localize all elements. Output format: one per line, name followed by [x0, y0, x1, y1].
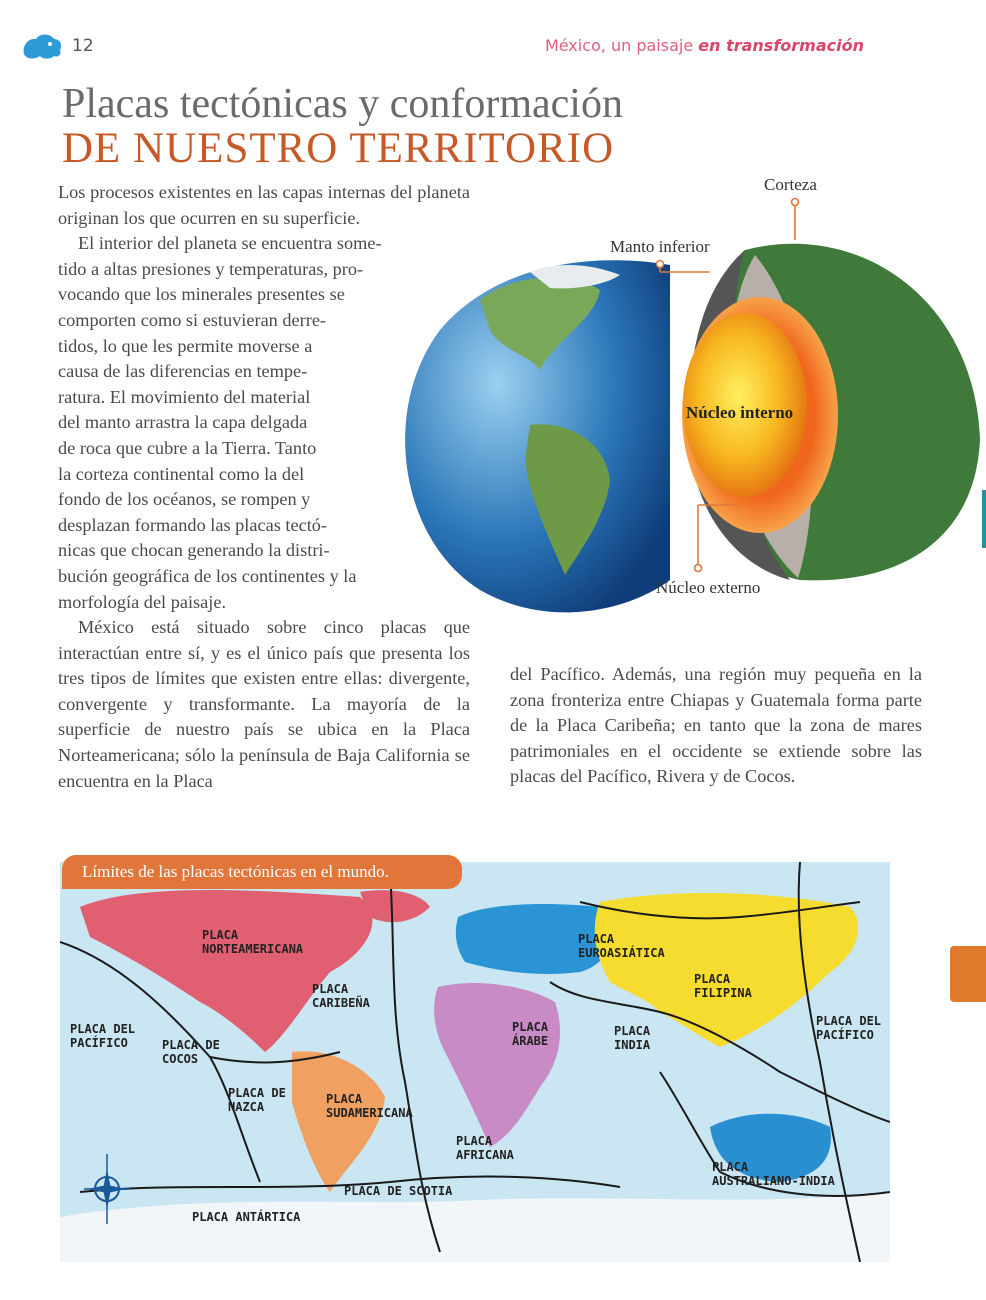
label-manto-inferior: Manto inferior [610, 237, 710, 256]
paragraph-4: del Pacífico. Además, una región muy pequeña en la zona fronteriza entre Chiapas y Guatemala forma parte de la Placa Caribeña; en tanto que la zona de mares patrimoniales en el occidente se extiende sobre las placas del Pacífico, Rivera y de Cocos. [510, 664, 922, 787]
plate-label-antartica: PLACA ANTÁRTICA [192, 1210, 301, 1224]
plate-label-scotia: PLACA DE SCOTIA [344, 1184, 453, 1198]
side-tab [982, 490, 986, 548]
page-title-line2: DE NUESTRO TERRITORIO [62, 125, 615, 172]
plate-label-pacifico-west: PLACA DEL PACÍFICO [70, 1022, 136, 1050]
label-nucleo-interno: Núcleo interno [686, 403, 794, 422]
running-title-emphasis: en transformación [698, 36, 864, 55]
plate-label-euroasiatica: PLACA EUROASIÁTICA [578, 932, 665, 960]
plate-label-sudamericana: PLACA SUDAMERICANA [326, 1092, 413, 1120]
paragraph-2-line: la corteza continental como la del [58, 463, 305, 484]
plate-label-norteamericana: PLACA NORTEAMERICANA [202, 928, 304, 956]
plate-label-cocos: PLACA DE COCOS [162, 1038, 220, 1066]
paragraph-2-line: fondo de los océanos, se rompen y [58, 489, 311, 510]
paragraph-2-line: El interior del planeta se encuentra some- [78, 233, 382, 254]
running-title-plain: México, un paisaje [544, 36, 699, 55]
page-number: 12 [72, 36, 94, 56]
plate-label-filipina: PLACA FILIPINA [694, 972, 752, 1000]
paragraph-2-line: vocando que los minerales presentes se [58, 284, 345, 305]
running-title [545, 36, 864, 55]
plate-label-caribena: PLACA CARIBEÑA [312, 982, 370, 1010]
paragraph-2-line: morfología del paisaje. [58, 591, 227, 612]
plate-label-africana: PLACA AFRICANA [456, 1134, 514, 1162]
compass-rose-icon [84, 1152, 130, 1226]
paragraph-2-line: tido a altas presiones y temperaturas, pro- [58, 258, 364, 279]
plate-label-pacifico-east: PLACA DEL PACÍFICO [816, 1014, 882, 1042]
paragraph-2-line: del manto arrastra la capa delgada [58, 412, 308, 433]
paragraph-2-line: comporten como si estuvieran derre- [58, 309, 327, 330]
label-corteza: Corteza [764, 175, 817, 194]
plate-label-nazca: PLACA DE NAZCA [228, 1086, 286, 1114]
paragraph-2-line: desplazan formando las placas tectó- [58, 514, 328, 535]
paragraph-2-line: bución geográfica de los continentes y la [58, 565, 357, 586]
label-nucleo-externo: Núcleo externo [656, 578, 761, 597]
page-title-line1: Placas tectónicas y conformación [62, 81, 623, 127]
paragraph-2-line: ratura. El movimiento del material [58, 386, 311, 407]
paragraph-2-line: causa de las diferencias en tempe- [58, 361, 308, 382]
map-title: Límites de las placas tectónicas en el mundo. [62, 855, 462, 889]
paragraph-2-line: tidos, lo que les permite moverse a [58, 335, 313, 356]
plate-label-india: PLACA INDIA [614, 1024, 651, 1052]
plate-label-arabe: PLACA ÁRABE [512, 1020, 549, 1048]
body-column-right [510, 662, 922, 790]
side-book-edge [950, 946, 986, 1002]
plate-label-australiano-india: PLACA AUSTRALIANO-INDIA [712, 1160, 835, 1188]
paragraph-3: México está situado sobre cinco placas que interactúan entre sí, y es el único país que presenta los tres tipos de límites que existen entre ellas: divergente, convergente y transformante. La mayoría de la superficie de nuestro país se ubica en la Placa Norteamericana; sólo la península de Baja California se encuentra en la Placa [58, 617, 470, 791]
paragraph-1: Los procesos existentes en las capas internas del planeta originan los que ocurren en su superficie. [58, 182, 470, 228]
paragraph-2-line: nicas que chocan generando la distri- [58, 540, 330, 561]
paragraph-2-line: de roca que cubre a la Tierra. Tanto [58, 437, 317, 458]
logo-icon [20, 30, 64, 62]
